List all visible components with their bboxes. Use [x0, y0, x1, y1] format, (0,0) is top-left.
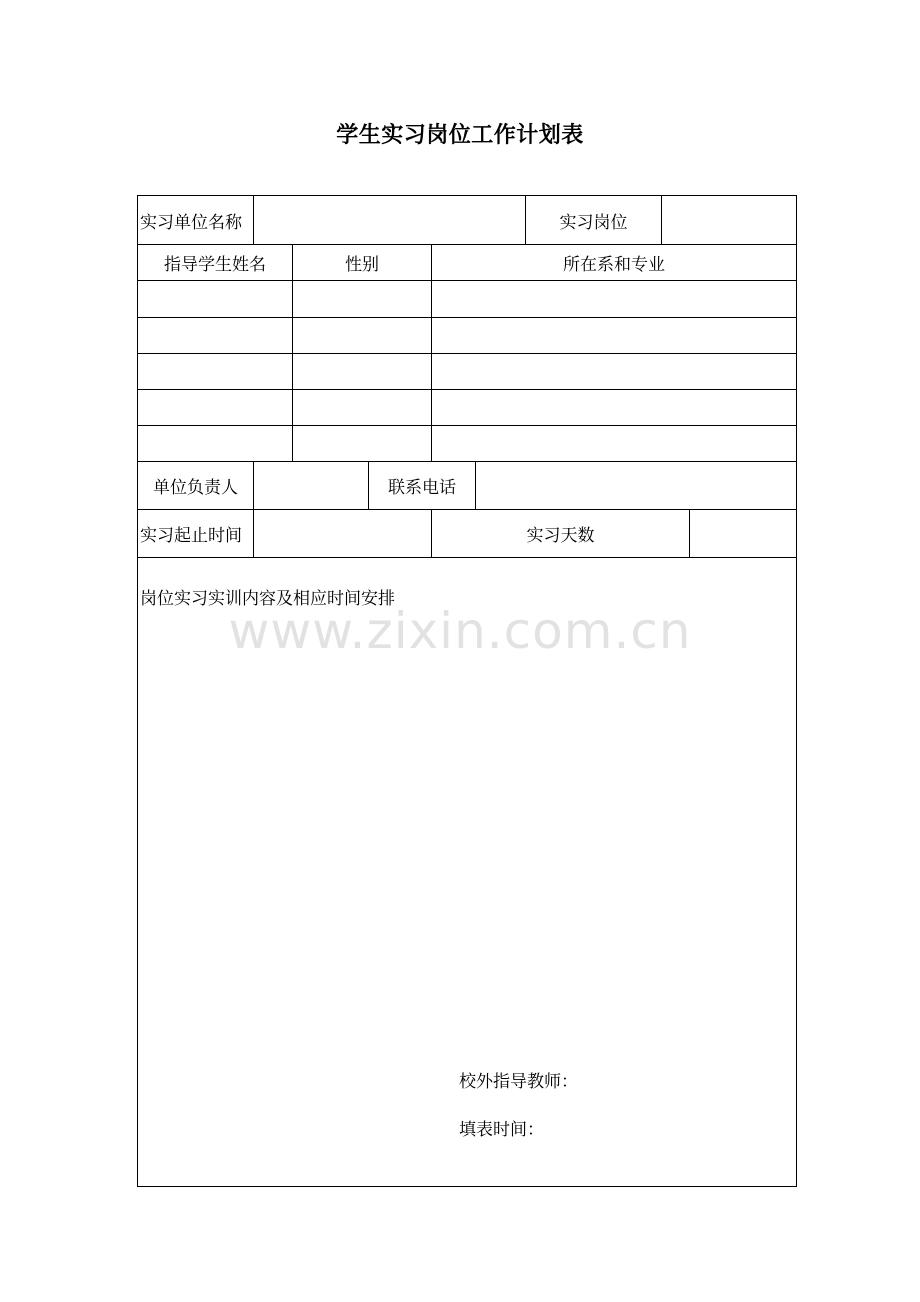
- form-title: 学生实习岗位工作计划表: [336, 122, 584, 148]
- department-major-field[interactable]: [432, 390, 796, 425]
- unit-leader-label: 单位负责人: [153, 478, 238, 498]
- department-major-header: 所在系和专业: [563, 255, 665, 275]
- student-name-field[interactable]: [138, 390, 292, 425]
- unit-leader-field[interactable]: [254, 462, 368, 509]
- department-major-field[interactable]: [432, 354, 796, 389]
- student-name-field[interactable]: [138, 354, 292, 389]
- days-label: 实习天数: [526, 526, 595, 546]
- days-field[interactable]: [690, 510, 796, 557]
- department-major-field[interactable]: [432, 281, 796, 317]
- phone-label: 联系电话: [388, 478, 456, 498]
- position-field[interactable]: [662, 196, 796, 244]
- period-field[interactable]: [254, 510, 431, 557]
- position-label: 实习岗位: [559, 212, 628, 233]
- student-name-field[interactable]: [138, 281, 292, 317]
- phone-field[interactable]: [476, 462, 796, 509]
- student-name-field[interactable]: [138, 426, 292, 461]
- gender-field[interactable]: [293, 281, 431, 317]
- student-name-field[interactable]: [138, 318, 292, 353]
- outside-teacher-label: 校外指导教师：: [459, 1072, 578, 1092]
- period-label: 实习起止时间: [140, 526, 242, 546]
- plan-form-table: [137, 195, 797, 1187]
- watermark: www.zixin.com.cn: [228, 602, 692, 660]
- gender-field[interactable]: [293, 390, 431, 425]
- content-section-label: 岗位实习实训内容及相应时间安排: [140, 589, 395, 609]
- gender-field[interactable]: [293, 354, 431, 389]
- fill-date-label: 填表时间：: [459, 1120, 544, 1140]
- row-divider: [138, 557, 796, 558]
- unit-name-field[interactable]: [254, 196, 525, 244]
- gender-field[interactable]: [293, 318, 431, 353]
- unit-name-label: 实习单位名称: [140, 212, 242, 233]
- gender-header: 性别: [345, 255, 379, 275]
- department-major-field[interactable]: [432, 318, 796, 353]
- department-major-field[interactable]: [432, 426, 796, 461]
- gender-field[interactable]: [293, 426, 431, 461]
- student-name-header: 指导学生姓名: [164, 255, 266, 275]
